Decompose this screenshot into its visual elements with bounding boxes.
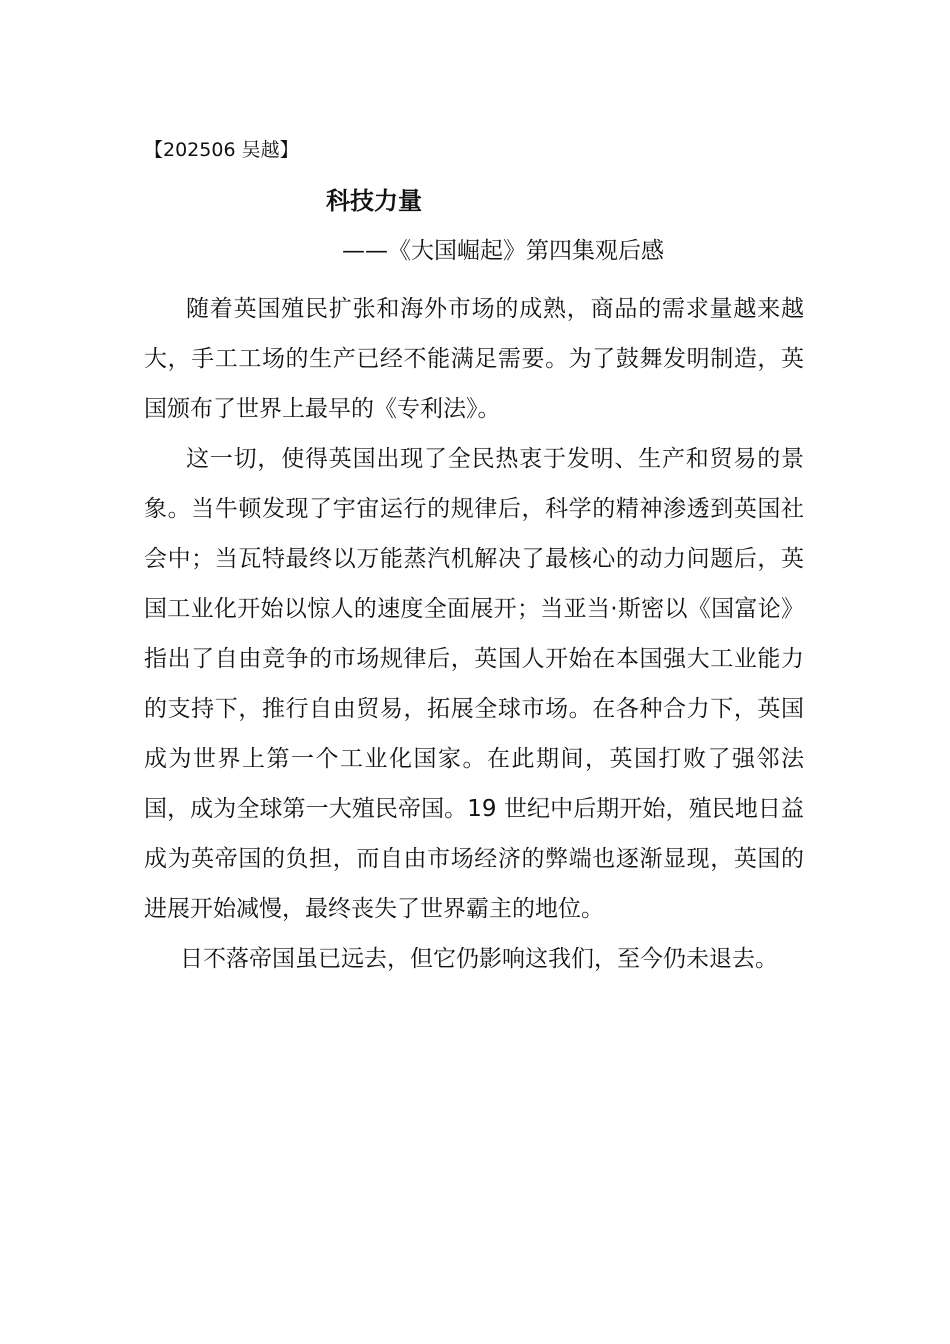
essay-body xyxy=(144,284,804,984)
page-subtitle: ——《大国崛起》第四集观后感 xyxy=(342,238,664,264)
paragraph-1: 随着英国殖民扩张和海外市场的成熟，商品的需求量越来越大，手工工场的生产已经不能满足需要。为了鼓舞发明制造，英国颁布了世界上最早的《专利法》。 xyxy=(144,296,804,422)
paragraph-2: 这一切，使得英国出现了全民热衷于发明、生产和贸易的景象。当牛顿发现了宇宙运行的规律后，科学的精神渗透到英国社会中；当瓦特最终以万能蒸汽机解决了最核心的动力问题后，英国工业化开始以惊人的速度全面展开；当亚当·斯密以《国富论》指出了自由竞争的市场规律后，英国人开始在本国强大工业能力的支持下，推行自由贸易，拓展全球市场。在各种合力下，英国成为世界上第一个工业化国家。在此期间，英国打败了强邻法国，成为全球第一大殖民帝国。19 世纪中后期开始，殖民地日益成为英帝国的负担，而自由市场经济的弊端也逐渐显现，英国的进展开始减慢，最终丧失了世界霸主的地位。 xyxy=(144,446,804,922)
author-tag: 【202506 吴越】 xyxy=(144,139,299,161)
page-title: 科技力量 xyxy=(326,187,422,215)
paragraph-3: 日不落帝国虽已远去，但它仍影响这我们，至今仍未退去。 xyxy=(180,946,778,972)
